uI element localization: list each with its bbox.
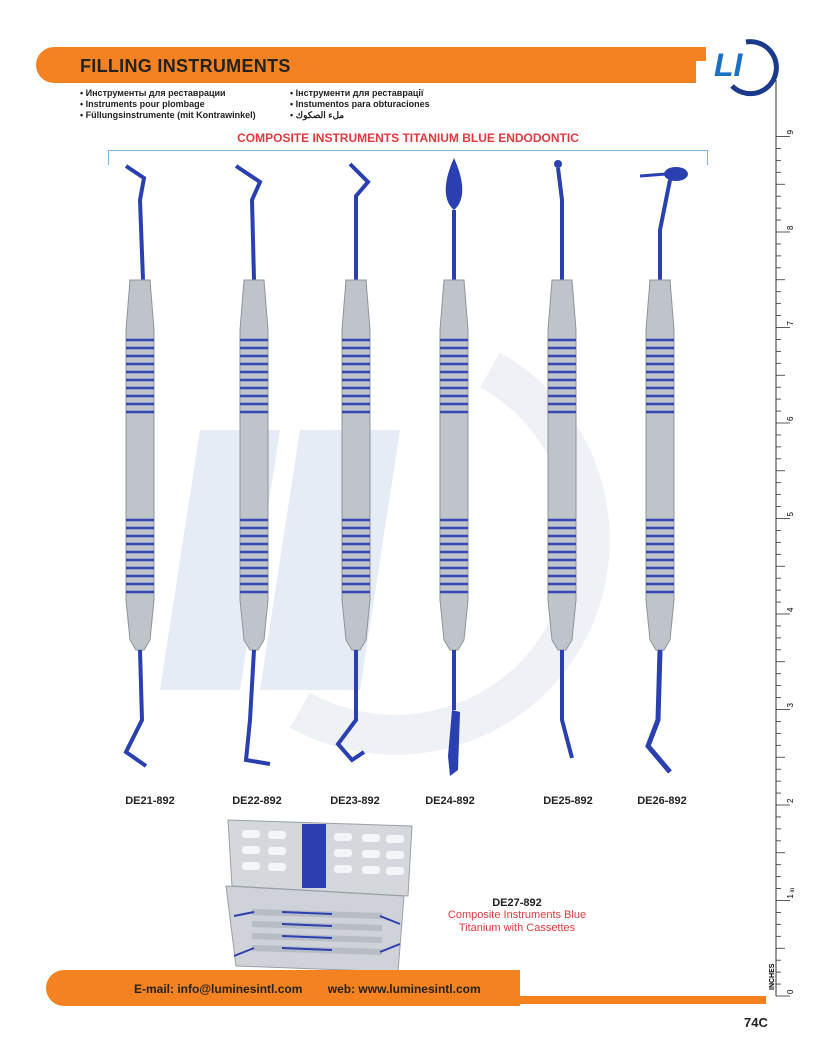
ruler-number: 8 <box>786 225 795 230</box>
ruler-number: 5 <box>786 512 795 517</box>
ruler-number: 9 <box>786 130 795 135</box>
website-link[interactable]: web: www.luminesintl.com <box>327 982 481 996</box>
instrument-code: DE23-892 <box>330 795 380 807</box>
section-bracket <box>108 150 708 165</box>
cassette-description <box>432 909 602 935</box>
page-title: FILLING INSTRUMENTS <box>80 56 291 76</box>
cassette-code: DE27-892 <box>492 897 542 909</box>
brand-logo <box>710 34 780 94</box>
cassette-desc-line: Titanium with Cassettes <box>458 922 576 934</box>
cassette-desc-line: Composite Instruments Blue <box>447 909 587 921</box>
svg-text:LI: LI <box>714 47 743 83</box>
instrument-de26 <box>630 160 690 780</box>
ruler-in-label: in <box>790 887 796 893</box>
instrument-de24 <box>424 160 484 780</box>
lang-item: • Instumentos para obturaciones <box>290 99 430 110</box>
lang-item: • Інструменти для реставрації <box>290 88 430 99</box>
ruler-number: 4 <box>786 607 795 612</box>
footer-contact <box>134 982 503 996</box>
lang-item: • Füllungsinstrumente (mit Kontrawinkel) <box>80 110 256 121</box>
lang-item: • Инструменты для реставрации <box>80 88 256 99</box>
ruler-number: 2 <box>786 798 795 803</box>
section-title: COMPOSITE INSTRUMENTS TITANIUM BLUE ENDODONTIC <box>237 131 579 145</box>
instrument-code: DE21-892 <box>125 795 175 807</box>
language-list-left <box>80 88 256 121</box>
instrument-code: DE22-892 <box>232 795 282 807</box>
language-list-right <box>290 88 430 121</box>
ruler-number: 7 <box>786 321 795 326</box>
lang-item: • Instruments pour plombage <box>80 99 256 110</box>
instrument-de21 <box>110 160 170 780</box>
instrument-cassette-image <box>222 816 418 976</box>
instrument-code: DE24-892 <box>425 795 475 807</box>
instrument-de22 <box>224 160 284 780</box>
page-number: 74C <box>744 1015 768 1030</box>
instrument-de23 <box>326 160 386 780</box>
ruler-number: 3 <box>786 703 795 708</box>
instrument-code: DE26-892 <box>637 795 687 807</box>
inch-ruler <box>769 80 798 1000</box>
ruler-number: 1 <box>786 894 795 899</box>
ruler-unit-label: INCHES <box>769 963 776 990</box>
ruler-number: 0 <box>786 989 795 994</box>
lang-item: • ملء الصكوك <box>290 110 430 121</box>
footer-line <box>470 996 766 1004</box>
instrument-de25 <box>532 160 592 780</box>
ruler-number: 6 <box>786 416 795 421</box>
instrument-code: DE25-892 <box>543 795 593 807</box>
email-link[interactable]: E-mail: info@luminesintl.com <box>134 982 303 996</box>
